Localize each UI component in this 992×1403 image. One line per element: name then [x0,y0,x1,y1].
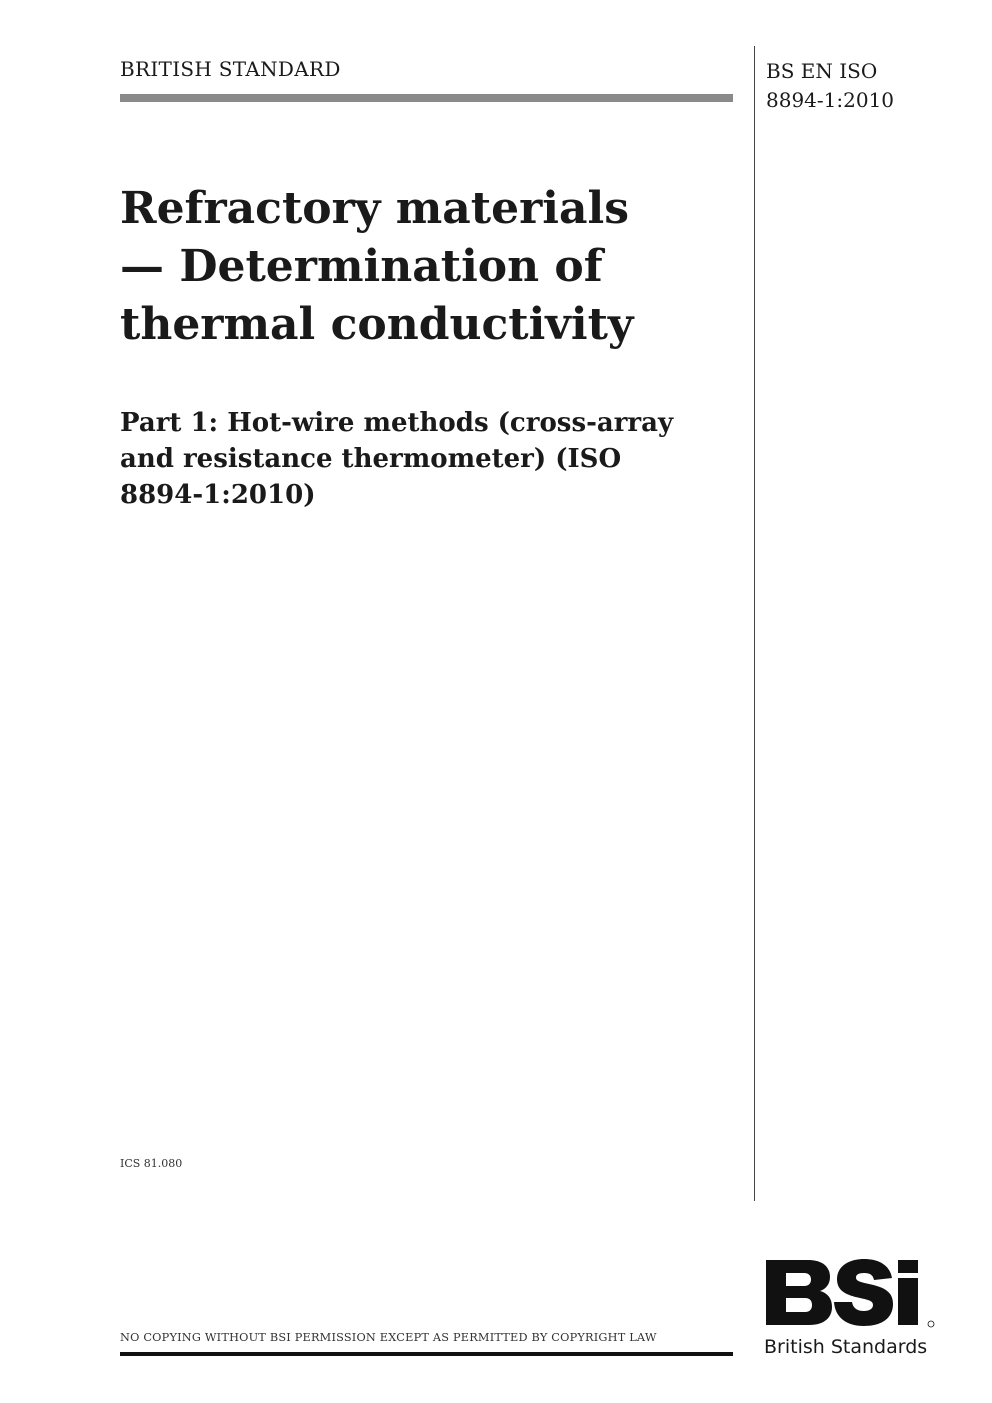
document-title [120,180,740,354]
document-subtitle [120,405,740,513]
title-line3: thermal conductivity [120,299,634,350]
subtitle-line3: 8894-1:2010) [120,480,316,510]
subtitle-line1: Part 1: Hot-wire methods (cross-array [120,408,674,438]
bsi-logo-letter-i-dot [898,1260,918,1273]
title-line2: — Determination of [120,241,603,292]
bsi-logo-letter-i [898,1278,918,1325]
standard-number-line2: 8894-1:2010 [766,88,895,112]
copyright-notice: NO COPYING WITHOUT BSI PERMISSION EXCEPT AS PERMITTED BY COPYRIGHT LAW [120,1331,657,1344]
header-rule [120,94,733,102]
document-type-label: BRITISH STANDARD [120,57,341,81]
ics-code: ICS 81.080 [120,1157,183,1170]
bsi-logo-letter-b [766,1260,832,1325]
vertical-divider [754,46,755,1201]
footer-rule [120,1352,733,1356]
subtitle-line2: and resistance thermometer) (ISO [120,444,622,474]
standard-number [766,57,894,115]
bsi-logo-wordmark: British Standards [764,1336,928,1358]
standard-number-line1: BS EN ISO [766,59,878,83]
registered-mark-icon [928,1321,934,1327]
title-line1: Refractory materials [120,183,629,234]
bsi-logo-letter-s [834,1259,893,1326]
